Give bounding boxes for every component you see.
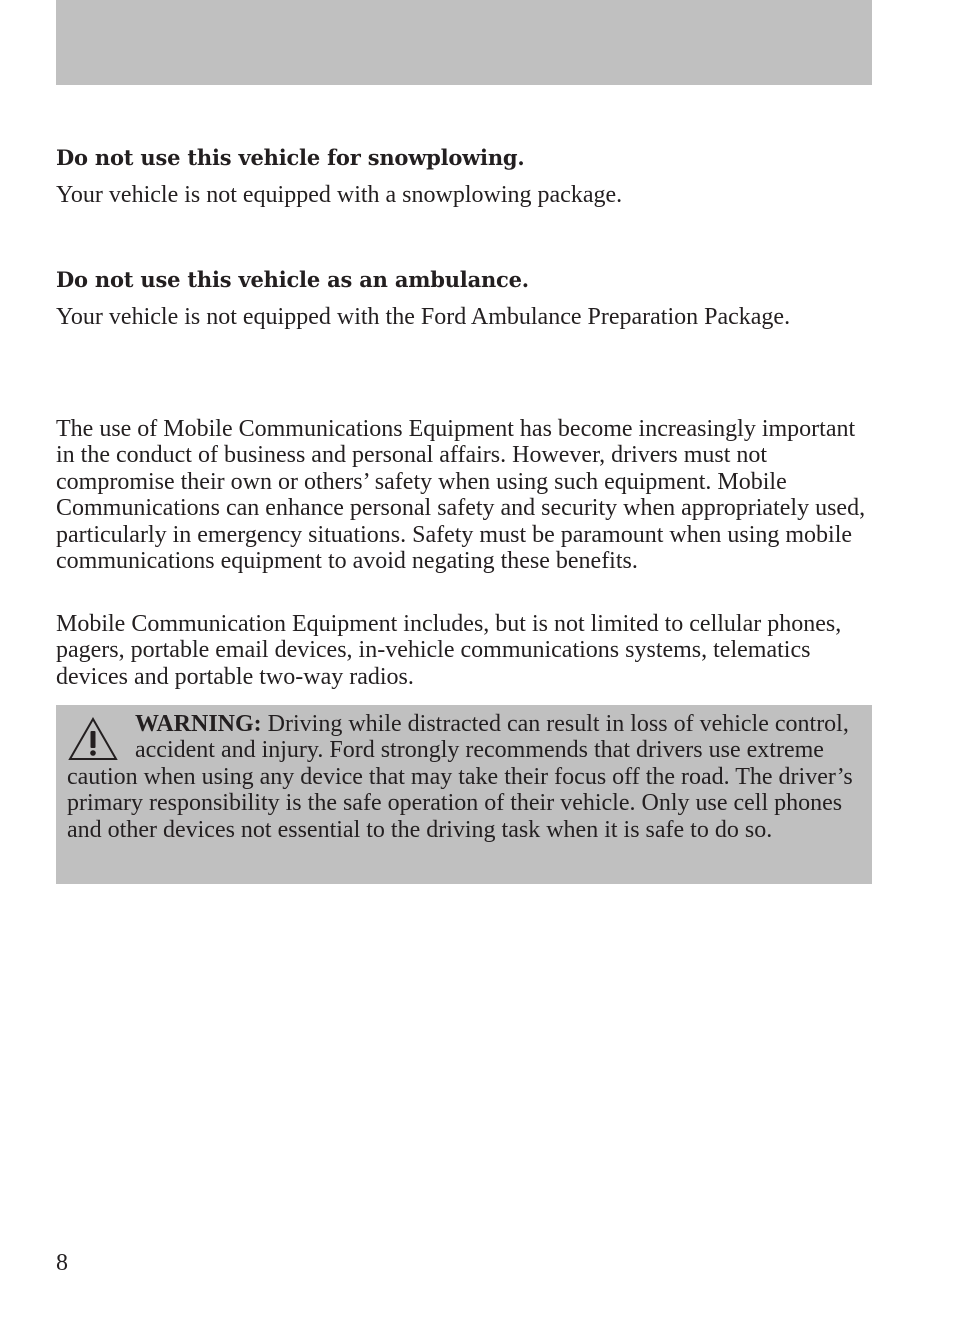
header-band — [56, 0, 872, 85]
warning-text — [67, 711, 867, 843]
ambulance-body: Your vehicle is not equipped with the Ford Ambulance Preparation Package. — [56, 304, 791, 330]
page-number: 8 — [56, 1250, 68, 1276]
snowplow-heading: Do not use this vehicle for snowplowing. — [56, 145, 525, 170]
warning-label: WARNING: — [135, 711, 262, 737]
snowplow-body: Your vehicle is not equipped with a snowplowing package. — [56, 182, 623, 208]
mobile-paragraph-1: The use of Mobile Communications Equipment has become increasingly important in the conduct of business and personal affairs. However, drivers must not compromise their own or others’ safety when using such equipment. Mobile Communications can enhance personal safety and security when appropriately used, particularly in emergency situations. Safety must be paramount when using mobile communications equipment to avoid negating these benefits. — [56, 416, 866, 575]
mobile-paragraph-2: Mobile Communication Equipment includes, but is not limited to cellular phones, pagers, portable email devices, in-vehicle communications systems, telematics devices and portable two-way radios. — [56, 611, 842, 690]
warning-indent — [67, 711, 135, 761]
warning-box — [56, 705, 872, 884]
warning-body: Driving while distracted can result in loss of vehicle control, accident and injury. Ford strongly recommends that drivers use extreme caution when using any device that may take their focus off the road. The driver’s primary responsibility is the safe operation of their vehicle. Only use cell phones and other devices not essential to the driving task when it is safe to do so. — [67, 711, 853, 843]
ambulance-heading: Do not use this vehicle as an ambulance. — [56, 267, 529, 292]
